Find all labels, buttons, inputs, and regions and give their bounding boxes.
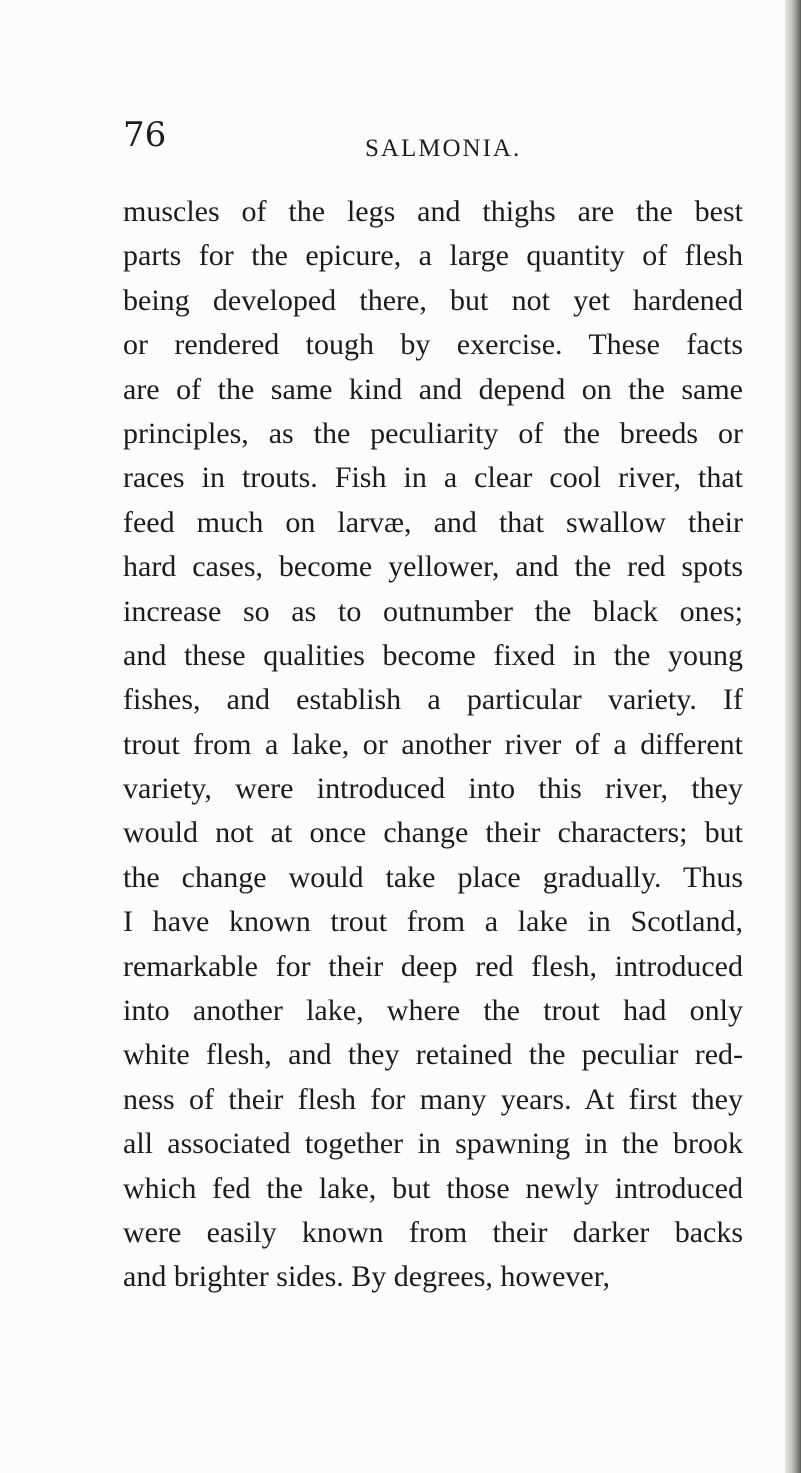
text-line: parts for the epicure, a large quantity of flesh	[123, 239, 743, 273]
body-text	[123, 190, 743, 1300]
text-line: hard cases, become yellower, and the red spots	[123, 550, 743, 584]
text-line: fishes, and establish a particular variety. If	[123, 683, 743, 717]
text-line: ness of their flesh for many years. At first they	[123, 1082, 743, 1116]
text-line: are of the same kind and depend on the same	[123, 372, 743, 406]
text-line: and brighter sides. By degrees, however,	[123, 1260, 610, 1294]
text-line: white flesh, and they retained the peculiar red-	[123, 1038, 743, 1072]
text-line: feed much on larvæ, and that swallow their	[123, 505, 743, 539]
text-line: the change would take place gradually. Thus	[123, 860, 743, 894]
running-head: SALMONIA.	[365, 135, 522, 162]
text-line: and these qualities become fixed in the young	[123, 638, 743, 672]
text-line: which fed the lake, but those newly introduced	[123, 1171, 743, 1205]
text-line: I have known trout from a lake in Scotland,	[123, 905, 743, 939]
page-number: 76	[123, 115, 167, 155]
text-line: trout from a lake, or another river of a different	[123, 727, 743, 761]
text-line: or rendered tough by exercise. These facts	[123, 328, 743, 362]
text-line: remarkable for their deep red flesh, introduced	[123, 949, 743, 983]
page-edge-shadow	[785, 0, 801, 1473]
text-line: races in trouts. Fish in a clear cool river, that	[123, 461, 743, 495]
page-header	[123, 115, 693, 168]
text-line: muscles of the legs and thighs are the best	[123, 195, 743, 228]
text-line: principles, as the peculiarity of the breeds or	[123, 416, 743, 450]
text-line: variety, were introduced into this river, they	[123, 772, 743, 806]
text-line: increase so as to outnumber the black ones;	[123, 594, 743, 628]
text-line: being developed there, but not yet hardened	[123, 283, 743, 317]
text-line: would not at once change their characters; but	[123, 816, 743, 850]
text-line: into another lake, where the trout had only	[123, 994, 743, 1028]
text-line: all associated together in spawning in the brook	[123, 1127, 743, 1161]
text-line: were easily known from their darker backs	[123, 1215, 743, 1249]
